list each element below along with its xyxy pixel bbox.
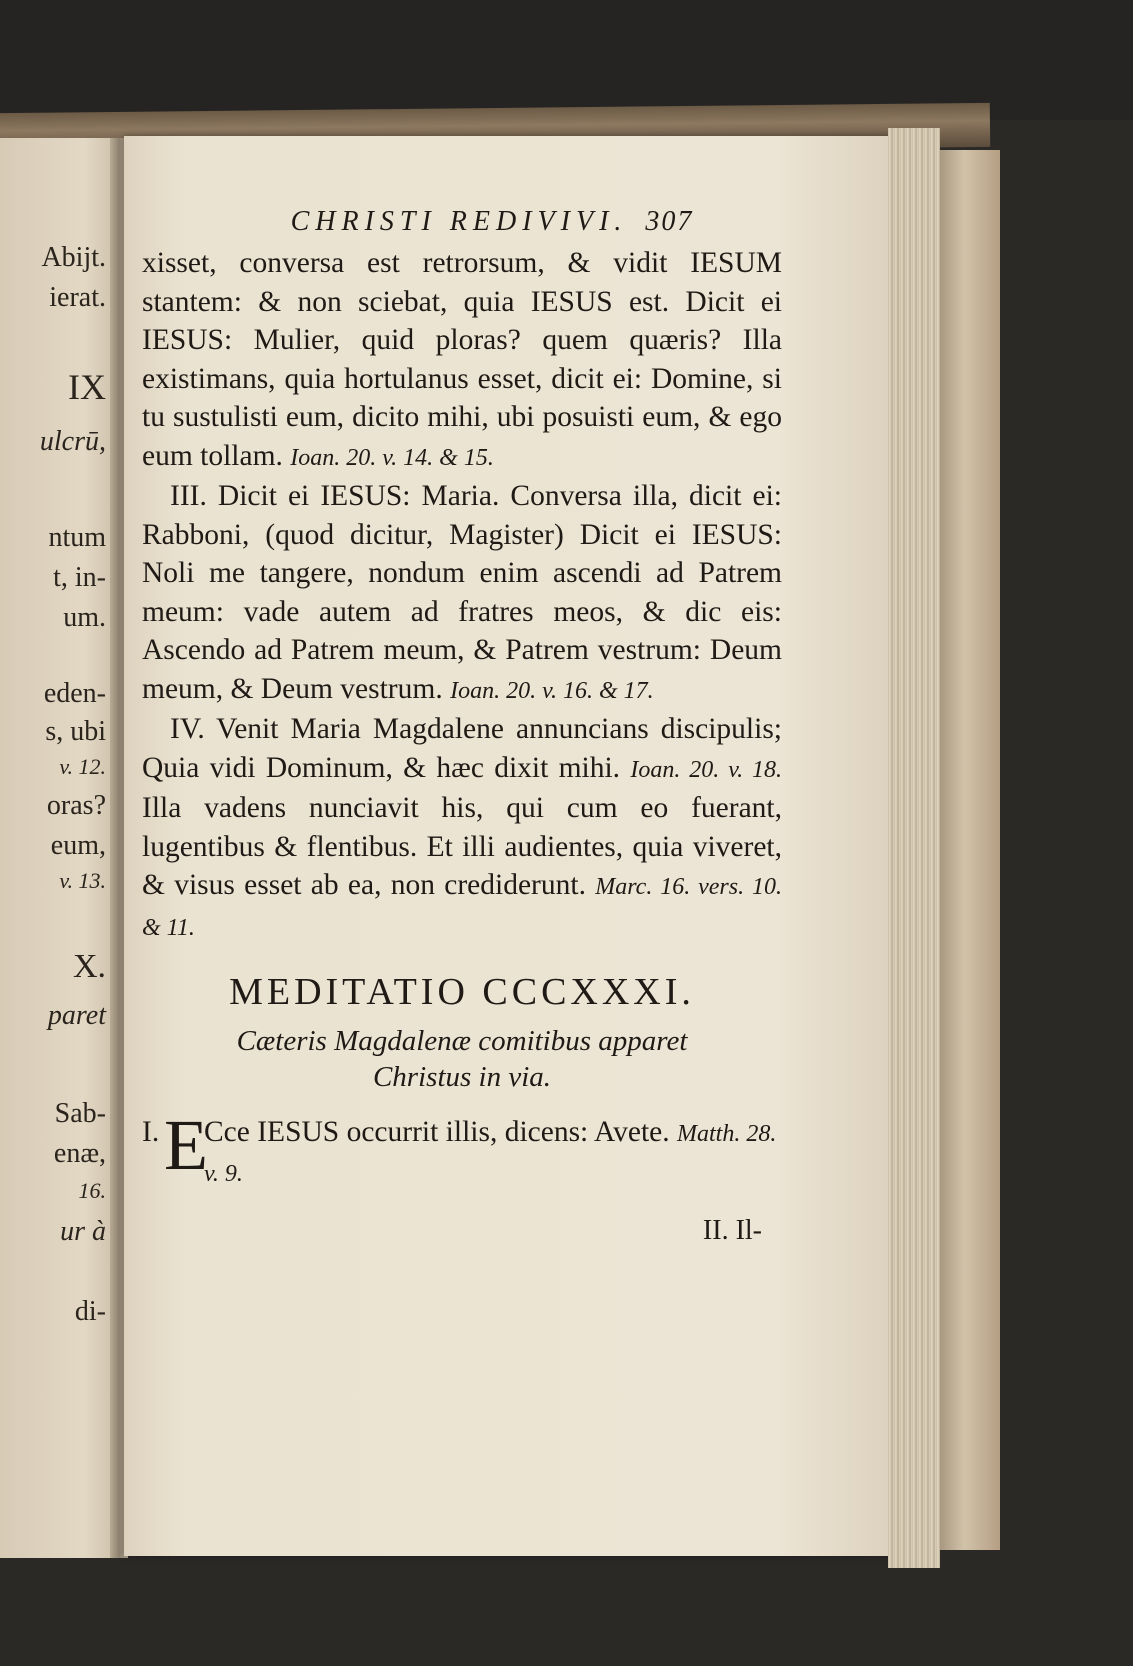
scripture-reference: Ioan. 20. v. 16. & 17. xyxy=(450,677,654,704)
meditation-title: MEDITATIO CCCXXXI. xyxy=(229,971,695,1013)
left-fragment: v. 13. xyxy=(59,868,106,893)
passage-text: xisset, conversa est retrorsum, & vidit IESUM stantem: & non sciebat, quia IESUS est. Dicit ei IESUS: Mulier, quid ploras? quem quæris? Illa existimans, quia hortulanus esset, dicit ei: Domine, si tu sustulisti eum, dicito mihi, ubi posuisti eum, & ego eum tollam. xyxy=(142,247,782,472)
next-leaf-edge xyxy=(940,150,1000,1550)
left-fragment: di- xyxy=(74,1296,106,1327)
left-fragment: ierat. xyxy=(49,282,106,313)
left-fragment: v. 12. xyxy=(59,754,106,779)
paragraph-number: I. xyxy=(142,1116,160,1148)
meditation-subtitle-line: Cæteris Magdalenæ comitibus apparet xyxy=(236,1025,688,1057)
left-fragment: ur à xyxy=(60,1216,106,1247)
meditation-subtitle xyxy=(142,1023,782,1095)
scripture-reference: Matth. 28. v. 9. xyxy=(204,1121,777,1187)
left-fragment: X. xyxy=(72,948,106,985)
left-fragment: ulcrū, xyxy=(39,426,106,457)
passage-3 xyxy=(142,710,782,947)
left-fragment: paret xyxy=(47,1000,106,1031)
catchword: II. Il- xyxy=(702,1215,762,1246)
page-text xyxy=(142,200,782,1247)
passage-text: Illa vadens nunciavit his, qui cum eo fuerant, lugentibus & flentibus. Et illi audientes, quia viveret, & visus esset ab ea, non crediderunt. xyxy=(142,792,782,901)
page-edges xyxy=(888,128,940,1568)
left-page xyxy=(0,138,120,1558)
page-number: 307 xyxy=(645,206,694,237)
left-fragment: eden- xyxy=(43,678,106,709)
left-fragment: Sab- xyxy=(54,1098,106,1129)
left-fragment: enæ, xyxy=(53,1138,106,1169)
passage-1 xyxy=(142,244,782,477)
left-fragment: oras? xyxy=(46,790,106,821)
initial-paragraph xyxy=(142,1105,782,1193)
left-fragment: ntum xyxy=(48,522,106,553)
running-head xyxy=(202,200,782,244)
left-fragment: um. xyxy=(63,602,106,633)
left-fragment: t, in- xyxy=(53,562,106,593)
scripture-reference: Marc. 16. vers. 10. & 11. xyxy=(142,874,783,941)
running-head-title: CHRISTI REDIVIVI. xyxy=(290,206,628,237)
passage-text: III. Dicit ei IESUS: Maria. Conversa illa, dicit ei: Rabboni, (quod dicitur, Magister) Dicit ei IESUS: Noli me tangere, nondum enim ascendi ad Patrem meum: vade autem ad fratres meos, & dic eis: Ascendo ad Patrem meum, & Patrem vestrum: Deum meum, & Deum vestrum. xyxy=(142,480,782,705)
left-fragment: s, ubi xyxy=(45,716,106,747)
backdrop xyxy=(0,0,1133,120)
left-fragment: IX xyxy=(68,367,106,407)
drop-cap: E xyxy=(164,1105,208,1185)
left-fragment: 16. xyxy=(78,1178,106,1203)
scripture-reference: Ioan. 20. v. 14. & 15. xyxy=(290,444,494,471)
left-fragment: Abijt. xyxy=(41,242,106,273)
passage-text: Cce IESUS occurrit illis, dicens: Avete. xyxy=(204,1116,670,1148)
passage-2 xyxy=(142,477,782,710)
passage-text: IV. Venit Maria Magdalene annuncians discipulis; Quia vidi Dominum, & hæc dixit mihi. xyxy=(142,713,782,784)
left-fragment: eum, xyxy=(50,830,106,861)
scripture-reference: Ioan. 20. v. 18. xyxy=(630,756,782,783)
meditation-subtitle-line: Christus in via. xyxy=(372,1061,552,1093)
